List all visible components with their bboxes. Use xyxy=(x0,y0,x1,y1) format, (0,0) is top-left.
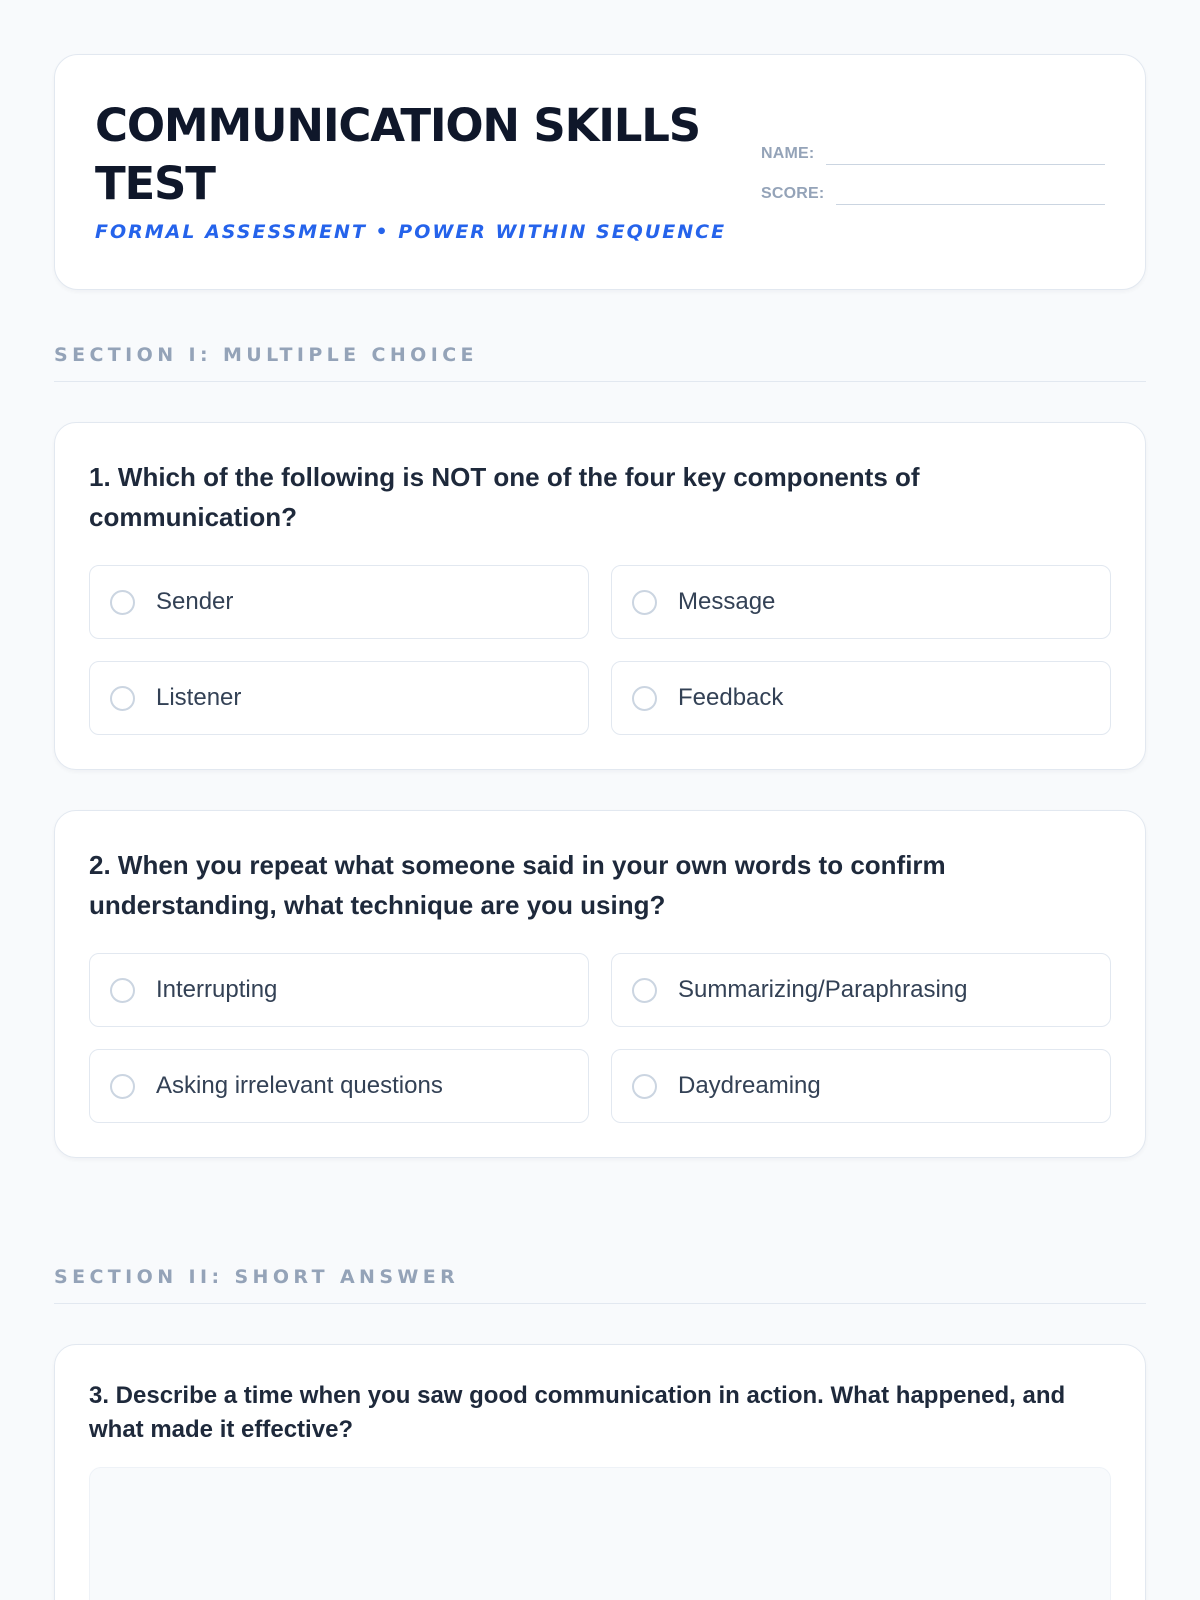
answer-options xyxy=(89,953,1111,1123)
answer-option[interactable] xyxy=(89,565,589,639)
answer-option[interactable] xyxy=(611,565,1111,639)
page-title: COMMUNICATION SKILLS TEST xyxy=(95,99,700,210)
question-text: 2. When you repeat what someone said in your own words to confirm understanding, what technique are you using? xyxy=(89,850,946,920)
option-label: Summarizing/Paraphrasing xyxy=(678,976,968,1003)
name-row xyxy=(761,139,1105,165)
radio-button[interactable] xyxy=(632,1074,657,1099)
score-label: SCORE: xyxy=(761,185,825,202)
section-heading-short-answer: SECTION II: SHORT ANSWER xyxy=(54,1266,1146,1304)
name-field[interactable] xyxy=(826,143,1105,165)
radio-button[interactable] xyxy=(110,686,135,711)
answer-option[interactable] xyxy=(611,661,1111,735)
question-card-1 xyxy=(54,422,1146,770)
answer-option[interactable] xyxy=(611,1049,1111,1123)
score-row xyxy=(761,179,1105,205)
option-label: Sender xyxy=(156,588,234,615)
radio-button[interactable] xyxy=(110,590,135,615)
question-card-2 xyxy=(54,810,1146,1158)
option-label: Daydreaming xyxy=(678,1072,821,1099)
option-label: Interrupting xyxy=(156,976,278,1003)
answer-options xyxy=(89,565,1111,735)
short-answer-input[interactable] xyxy=(89,1467,1111,1600)
radio-button[interactable] xyxy=(110,978,135,1003)
radio-button[interactable] xyxy=(632,978,657,1003)
question-card-3 xyxy=(54,1344,1146,1600)
answer-option[interactable] xyxy=(611,953,1111,1027)
option-label: Message xyxy=(678,588,776,615)
option-label: Feedback xyxy=(678,684,784,711)
radio-button[interactable] xyxy=(110,1074,135,1099)
option-label: Listener xyxy=(156,684,242,711)
name-label: NAME: xyxy=(761,145,815,162)
answer-option[interactable] xyxy=(89,1049,589,1123)
question-text: 1. Which of the following is NOT one of the four key components of communication? xyxy=(89,462,920,532)
question-text: 3. Describe a time when you saw good communication in action. What happened, and what made it effective? xyxy=(89,1382,1066,1443)
section-heading-multiple-choice: SECTION I: MULTIPLE CHOICE xyxy=(54,344,1146,382)
option-label: Asking irrelevant questions xyxy=(156,1072,443,1099)
answer-option[interactable] xyxy=(89,661,589,735)
radio-button[interactable] xyxy=(632,590,657,615)
page-subtitle: FORMAL ASSESSMENT • POWER WITHIN SEQUENCE xyxy=(95,221,727,243)
answer-option[interactable] xyxy=(89,953,589,1027)
header-card xyxy=(54,54,1146,290)
score-field[interactable] xyxy=(836,183,1105,205)
student-info xyxy=(761,139,1105,219)
radio-button[interactable] xyxy=(632,686,657,711)
